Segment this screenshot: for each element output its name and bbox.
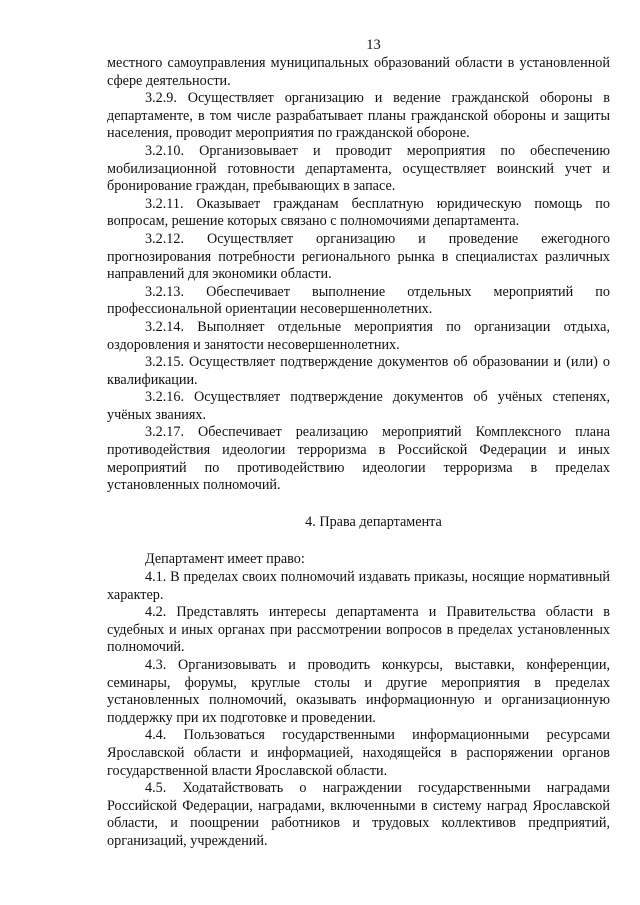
paragraph-3-2-17: 3.2.17. Обеспечивает реализацию мероприятий Комплексного плана противодействия идеологии терроризма в Российской Федерации и иных мероприятий по противодействию идеологии терроризма в пределах установленных полномочий.: [107, 424, 610, 494]
paragraph-3-2-10: 3.2.10. Организовывает и проводит мероприятия по обеспечению мобилизационной готовности департамента, осуществляет воинский учет и бронирование граждан, пребывающих в запасе.: [107, 142, 610, 195]
paragraph-intro: Департамент имеет право:: [145, 551, 305, 568]
section-3-continuation: [107, 55, 610, 495]
paragraph-3-2-15: 3.2.15. Осуществляет подтверждение документов об образовании и (или) о квалификации.: [107, 354, 610, 388]
paragraph-4-4: 4.4. Пользоваться государственными информационными ресурсами Ярославской области и информацией, находящейся в распоряжении органов государственной власти Ярославской области.: [107, 727, 610, 779]
paragraph-3-2-16: 3.2.16. Осуществляет подтверждение документов об учёных степенях, учёных званиях.: [107, 389, 610, 423]
section-4-body: [107, 551, 610, 850]
document-page: [107, 36, 610, 851]
paragraph-3-2-14: 3.2.14. Выполняет отдельные мероприятия по организации отдыха, оздоровления и занятости несовершеннолетних.: [107, 318, 610, 353]
paragraph-3-2-9: 3.2.9. Осуществляет организацию и ведение гражданской обороны в департаменте, в том числе разрабатывает планы гражданской обороны и защиты населения, проводит мероприятия по гражданской обороне.: [107, 90, 610, 142]
paragraph-3-2-13: 3.2.13. Обеспечивает выполнение отдельных мероприятий по профессиональной ориентации несовершеннолетних.: [107, 283, 610, 318]
paragraph-4-2: 4.2. Представлять интересы департамента и Правительства области в судебных и иных органах при рассмотрении вопросов в пределах установленных полномочий.: [107, 604, 610, 656]
paragraph-3-2-11: 3.2.11. Оказывает гражданам бесплатную юридическую помощь по вопросам, решение которых связано с полномочиями департамента.: [107, 195, 610, 230]
paragraph-4-5: 4.5. Ходатайствовать о награждении государственными наградами Российской Федерации, наградами, включенными в систему наград Ярославской области, и поощрении работников и трудовых коллективов предприятий, организаций, учреждений.: [107, 780, 610, 849]
paragraph-4-1: 4.1. В пределах своих полномочий издавать приказы, носящие нормативный характер.: [107, 569, 610, 603]
page-number: 13: [366, 37, 381, 53]
paragraph-3-2-12: 3.2.12. Осуществляет организацию и проведение ежегодного прогнозирования потребности регионального рынка в специалистах различных направлений для экономики области.: [107, 230, 610, 283]
paragraph-4-3: 4.3. Организовывать и проводить конкурсы, выставки, конференции, семинары, форумы, круглые столы и другие мероприятия в пределах установленных полномочий, оказывать информационную и организационную поддержку при их подготовке и проведении.: [107, 657, 610, 726]
section-heading: 4. Права департамента: [305, 513, 442, 530]
paragraph-continuation: местного самоуправления муниципальных образований области в установленной сфере деятельности.: [107, 55, 610, 89]
